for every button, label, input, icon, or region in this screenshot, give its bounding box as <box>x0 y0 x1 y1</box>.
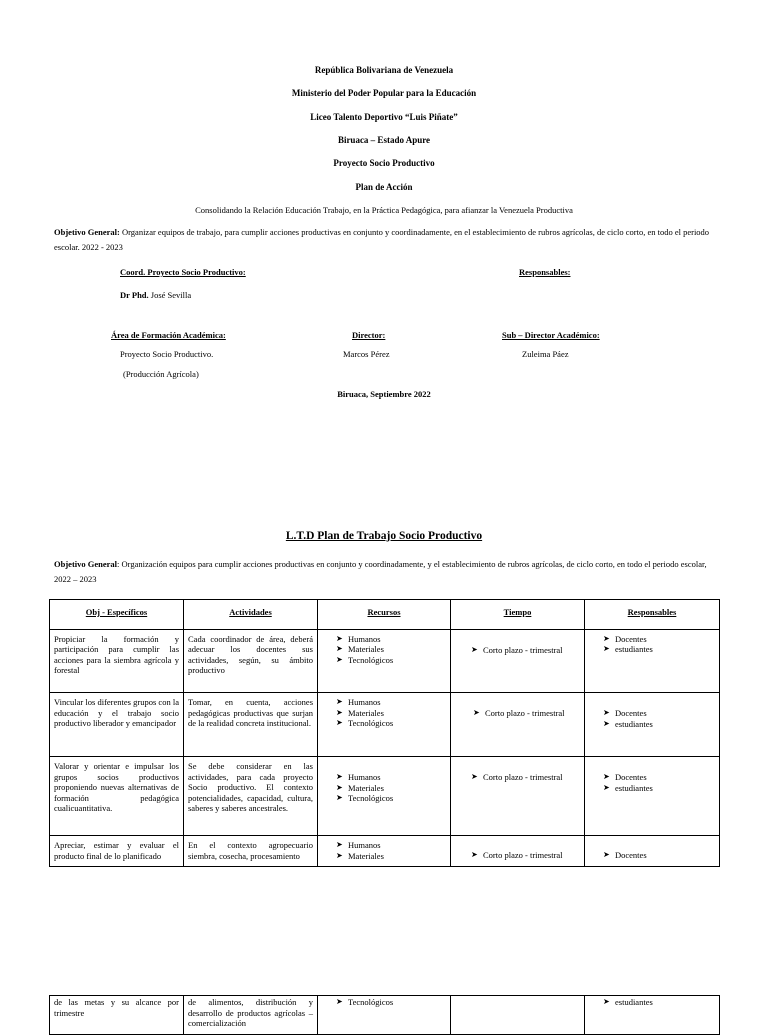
cell-rec <box>318 693 451 757</box>
list-item: ➤ Humanos <box>336 634 446 645</box>
area-value: Proyecto Socio Productivo. <box>120 349 214 359</box>
objective-general-2 <box>54 557 716 587</box>
header-obj: Obj - Específicos <box>50 600 184 630</box>
header-actividades: Actividades <box>184 600 318 630</box>
list-item: ➤ Corto plazo - trimestral <box>471 850 580 861</box>
cell-resp <box>585 996 720 1035</box>
cell-act: En el contexto agropecuario siembra, cosecha, procesamiento <box>184 836 318 867</box>
coord-title: Dr Phd. <box>120 290 149 300</box>
area-value-2: (Producción Agrícola) <box>123 369 199 379</box>
director-value: Marcos Pérez <box>343 349 390 359</box>
list-item: ➤ Corto plazo - trimestral <box>471 772 580 783</box>
cell-act: Cada coordinador de área, deberá adecuar los docentes sus actividades, según, su ámbito productivo <box>184 629 318 693</box>
cell-time <box>451 996 585 1035</box>
cell-time <box>451 757 585 836</box>
cell-resp <box>585 693 720 757</box>
responsables-label: Responsables: <box>519 267 571 277</box>
director-label: Director: <box>352 330 386 340</box>
cell-act: de alimentos, distribución y desarrollo de productos agrícolas – comercialización <box>184 996 318 1035</box>
list-item: ➤ Humanos <box>336 840 446 851</box>
list-item: ➤ Corto plazo - trimestral <box>471 645 580 656</box>
list-item: ➤ Docentes <box>603 634 715 645</box>
header-subtitle: Consolidando la Relación Educación Trabajo, en la Práctica Pedagógica, para afianzar la Venezuela Productiva <box>195 205 573 215</box>
cell-obj: Valorar y orientar e impulsar los grupos socios productivos proponiendo nuevas alternativas de formación pedagógica cualicuantitativa. <box>50 757 184 836</box>
header-line-plan: Plan de Acción <box>355 182 413 192</box>
subdirector-value: Zuleima Páez <box>522 349 569 359</box>
list-item: ➤ estudiantes <box>603 719 715 730</box>
plan-table <box>49 599 720 867</box>
table-row <box>50 629 720 693</box>
list-item: ➤ estudiantes <box>603 644 715 655</box>
cell-time <box>451 693 585 757</box>
cell-obj: Apreciar, estimar y evaluar el producto final de lo planificado <box>50 836 184 867</box>
cell-resp <box>585 629 720 693</box>
cell-resp <box>585 757 720 836</box>
list-item: ➤ estudiantes <box>603 997 715 1008</box>
list-item: ➤ Tecnológicos <box>336 793 446 804</box>
cell-act: Se debe considerar en las actividades, para cada proyecto Socio productivo. El contexto potencialidades, capacidad, cultura, saberes y saberes ancestrales. <box>184 757 318 836</box>
coord-person: José Sevilla <box>148 290 192 300</box>
list-item: ➤ Docentes <box>603 708 715 719</box>
table-row <box>50 693 720 757</box>
cell-obj: Vincular los diferentes grupos con la educación y el trabajo socio productivo liberador y emancipador <box>50 693 184 757</box>
list-item: ➤ Materiales <box>336 783 446 794</box>
list-item: ➤ Docentes <box>603 772 715 783</box>
plan-title: L.T.D Plan de Trabajo Socio Productivo <box>285 530 483 542</box>
list-item: ➤ Tecnológicos <box>336 655 446 666</box>
plan-objective-text: : Organización equipos para cumplir acciones productivas en conjunto y coordinadamente, y el establecimiento de rubros agrícolas, de ciclo corto, en todo el periodo escolar, 2022 – 2023 <box>54 559 707 584</box>
header-line-project: Proyecto Socio Productivo <box>333 158 435 168</box>
area-label: Área de Formación Académica: <box>111 330 226 340</box>
plan-objective-label: Objetivo General <box>54 559 118 569</box>
plan-table-continued <box>49 995 720 1035</box>
coord-name <box>120 290 191 300</box>
header-responsables: Responsables <box>585 600 720 630</box>
header-line-school: Liceo Talento Deportivo “Luis Piñate” <box>310 112 458 122</box>
list-item: ➤ Materiales <box>336 644 446 655</box>
table-header-row <box>50 600 720 630</box>
list-item: ➤ estudiantes <box>603 783 715 794</box>
cell-time <box>451 836 585 867</box>
table-row <box>50 757 720 836</box>
objective-label: Objetivo General: <box>54 227 120 237</box>
cell-obj: Propiciar la formación y participación para cumplir las acciones para la siembra agrícola y forestal <box>50 629 184 693</box>
cell-obj: de las metas y su alcance por trimestre <box>50 996 184 1035</box>
list-item: ➤ Materiales <box>336 708 446 719</box>
table-row <box>50 836 720 867</box>
objective-general-1 <box>54 225 716 255</box>
cell-resp <box>585 836 720 867</box>
header-recursos: Recursos <box>318 600 451 630</box>
objective-text: Organizar equipos de trabajo, para cumplir acciones productivas en conjunto y coordinadamente, en el establecimiento de rubros agrícolas, de ciclo corto, en todo el periodo escolar. 2022 - 2023 <box>54 227 710 252</box>
header-line-ministry: Ministerio del Poder Popular para la Educación <box>291 88 477 98</box>
list-item: ➤ Corto plazo - trimestral <box>473 708 580 719</box>
list-item: ➤ Docentes <box>603 850 715 861</box>
table-row <box>50 996 720 1035</box>
header-line-republic: República Bolivariana de Venezuela <box>314 65 454 75</box>
list-item: ➤ Materiales <box>336 851 446 862</box>
list-item: ➤ Tecnológicos <box>336 718 446 729</box>
header-line-location: Biruaca – Estado Apure <box>337 135 431 145</box>
cell-rec <box>318 836 451 867</box>
cell-time <box>451 629 585 693</box>
cell-rec <box>318 757 451 836</box>
cell-rec <box>318 629 451 693</box>
list-item: ➤ Humanos <box>336 697 446 708</box>
list-item: ➤ Tecnológicos <box>336 997 446 1008</box>
cell-rec <box>318 996 451 1035</box>
place-date: Biruaca, Septiembre 2022 <box>337 389 431 399</box>
cell-act: Tomar, en cuenta, acciones pedagógicas productivas que surjan de la realidad concreta institucional. <box>184 693 318 757</box>
subdirector-label: Sub – Director Académico: <box>502 330 600 340</box>
coord-label: Coord. Proyecto Socio Productivo: <box>120 267 246 277</box>
header-tiempo: Tiempo <box>451 600 585 630</box>
list-item: ➤ Humanos <box>336 772 446 783</box>
